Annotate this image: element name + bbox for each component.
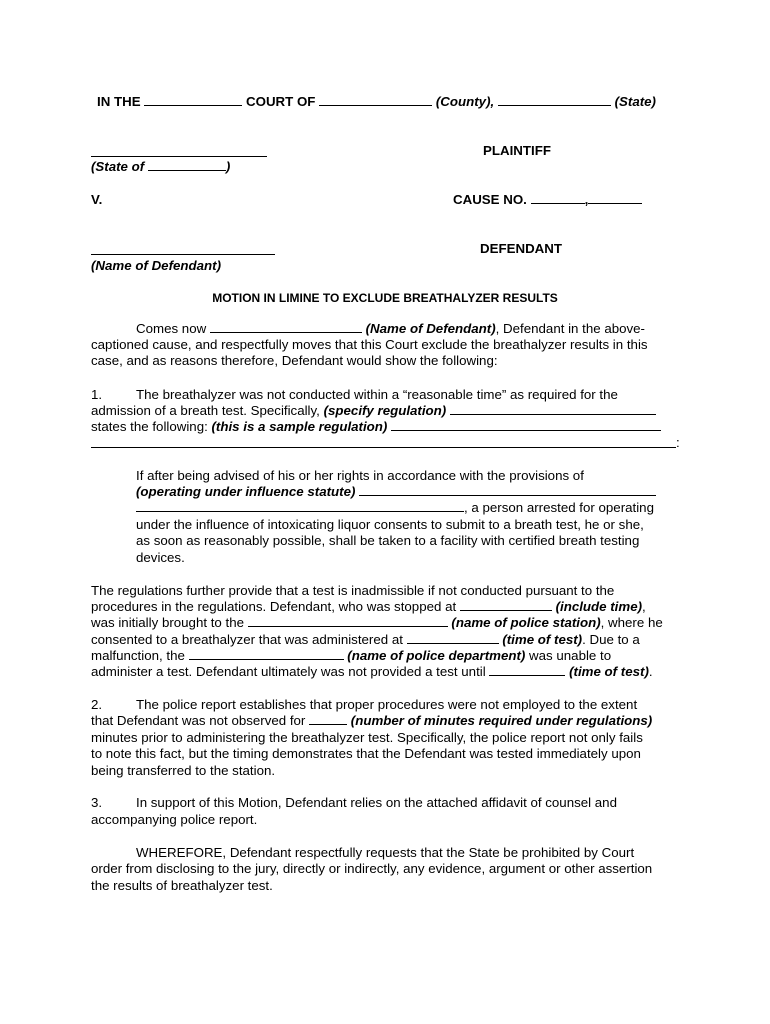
p1-line-4-colon: :	[676, 435, 680, 450]
intro-line-3: case, and as reasons therefore, Defendant would show the following:	[91, 353, 498, 368]
cause-no-line	[453, 192, 642, 208]
court-type-blank[interactable]	[319, 94, 432, 106]
p2-line-5: being transferred to the station.	[91, 763, 276, 778]
regs-line-4-end: . Due to a	[582, 632, 640, 647]
quote-line-1: If after being advised of his or her rights in accordance with the provisions of	[136, 468, 584, 483]
include-time-label: (include time)	[555, 599, 643, 614]
defendant-label: DEFENDANT	[480, 241, 562, 256]
p2-line-1: The police report establishes that proper procedures were not employed to the extent	[136, 697, 638, 712]
intro-line-2: captioned cause, and respectfully moves that this Court exclude the breathalyzer results in this	[91, 337, 648, 352]
versus-label: V.	[91, 192, 103, 207]
p1-number: 1.	[91, 387, 103, 402]
statute-continuation-blank[interactable]	[136, 500, 464, 512]
sample-regulation-blank[interactable]	[391, 419, 661, 431]
quote-line-2	[136, 484, 656, 500]
p3-number: 3.	[91, 795, 103, 810]
comes-now-text: Comes now	[136, 321, 207, 336]
regs-line-6	[91, 664, 653, 680]
regs-line-2-end: ,	[642, 599, 646, 614]
police-department-label: (name of police department)	[347, 648, 526, 663]
statute-blank[interactable]	[359, 484, 656, 496]
regs-line-3-end: , where he	[600, 615, 663, 630]
state-of-label: (State of	[91, 159, 145, 174]
quote-line-3-text: , a person arrested for operating	[464, 500, 654, 515]
plaintiff-name-line[interactable]	[91, 156, 267, 157]
minutes-required-label: (number of minutes required under regulations)	[350, 713, 653, 728]
regs-line-3-text: was initially brought to the	[91, 615, 244, 630]
name-of-defendant-label: (Name of Defendant)	[91, 258, 222, 273]
p1-line-3-text: states the following:	[91, 419, 208, 434]
cause-no-label: CAUSE NO.	[453, 192, 527, 207]
caption-court-line	[97, 94, 656, 110]
court-name-blank[interactable]	[144, 94, 242, 106]
regs-line-3	[91, 615, 663, 631]
state-blank[interactable]	[498, 94, 611, 106]
p2-line-2-text: that Defendant was not observed for	[91, 713, 306, 728]
p3-line-2: accompanying police report.	[91, 812, 258, 827]
plaintiff-label: PLAINTIFF	[483, 143, 551, 158]
in-the-label: IN THE	[97, 94, 141, 109]
police-station-label: (name of police station)	[451, 615, 601, 630]
wherefore-line-2: order from disclosing to the jury, directly or indirectly, any evidence, argument or other assertion	[91, 861, 653, 876]
regs-line-4	[91, 632, 640, 648]
p1-line-1: The breathalyzer was not conducted within a “reasonable time” as required for the	[136, 387, 618, 402]
time-of-test-label: (time of test)	[502, 632, 583, 647]
regs-line-4-text: consented to a breathalyzer that was administered at	[91, 632, 403, 647]
p2-number: 2.	[91, 697, 103, 712]
regs-line-2-text: procedures in the regulations. Defendant, who was stopped at	[91, 599, 457, 614]
stop-time-blank[interactable]	[460, 599, 552, 611]
state-of-line	[91, 159, 230, 175]
defendant-name-blank[interactable]	[210, 321, 362, 333]
police-station-blank[interactable]	[248, 615, 448, 627]
state-label: (State)	[614, 94, 656, 109]
quote-line-5: as soon as reasonably possible, shall be taken to a facility with certified breath testing	[136, 533, 640, 548]
sample-regulation-label: (this is a sample regulation)	[211, 419, 388, 434]
final-test-time-blank[interactable]	[489, 664, 565, 676]
p2-line-3: minutes prior to administering the breathalyzer test. Specifically, the police report not only fails	[91, 730, 643, 745]
intro-line-1	[136, 321, 645, 337]
minutes-blank[interactable]	[309, 713, 347, 725]
p3-line-1: In support of this Motion, Defendant relies on the attached affidavit of counsel and	[136, 795, 617, 810]
ouI-statute-label: (operating under influence statute)	[136, 484, 356, 499]
time-of-test-label-2: (time of test)	[569, 664, 649, 679]
regs-line-5	[91, 648, 611, 664]
quote-line-3	[136, 500, 654, 516]
p1-line-3	[91, 419, 661, 435]
regulation-continuation-line[interactable]	[91, 447, 676, 448]
regs-line-2	[91, 599, 646, 615]
defendant-name-line[interactable]	[91, 254, 275, 255]
police-department-blank[interactable]	[189, 648, 344, 660]
document-title: MOTION IN LIMINE TO EXCLUDE BREATHALYZER RESULTS	[212, 291, 558, 305]
intro-line-1-end: , Defendant in the above-	[495, 321, 645, 336]
test-time-blank[interactable]	[407, 632, 499, 644]
regs-line-6-text: administer a test. Defendant ultimately was not provided a test until	[91, 664, 486, 679]
regs-line-1: The regulations further provide that a test is inadmissible if not conducted pursuant to the	[91, 583, 615, 598]
p1-line-2-text: admission of a breath test. Specifically,	[91, 403, 320, 418]
regs-line-5-end: was unable to	[525, 648, 612, 663]
cause-no-comma: ,	[584, 192, 589, 207]
cause-no-blank-1[interactable]	[531, 192, 585, 204]
name-of-defendant-inline: (Name of Defendant)	[365, 321, 496, 336]
p1-line-2	[91, 403, 656, 419]
regulation-blank[interactable]	[450, 403, 656, 415]
regs-line-5-text: malfunction, the	[91, 648, 185, 663]
specify-regulation-label: (specify regulation)	[323, 403, 447, 418]
quote-line-4: under the influence of intoxicating liquor consents to submit to a breath test, he or she,	[136, 517, 644, 532]
court-of-label: COURT OF	[246, 94, 316, 109]
p2-line-2	[91, 713, 652, 729]
quote-line-6: devices.	[136, 550, 185, 565]
cause-no-blank-2[interactable]	[588, 192, 642, 204]
state-of-close: )	[225, 159, 231, 174]
county-label: (County),	[435, 94, 495, 109]
state-of-blank[interactable]	[148, 159, 226, 171]
p2-line-4: to note this fact, but the timing demonstrates that the Defendant was tested immediately upon	[91, 746, 641, 761]
regs-line-6-end: .	[648, 664, 653, 679]
wherefore-line-3: the results of breathalyzer test.	[91, 878, 273, 893]
wherefore-line-1: WHEREFORE, Defendant respectfully requests that the State be prohibited by Court	[136, 845, 635, 860]
